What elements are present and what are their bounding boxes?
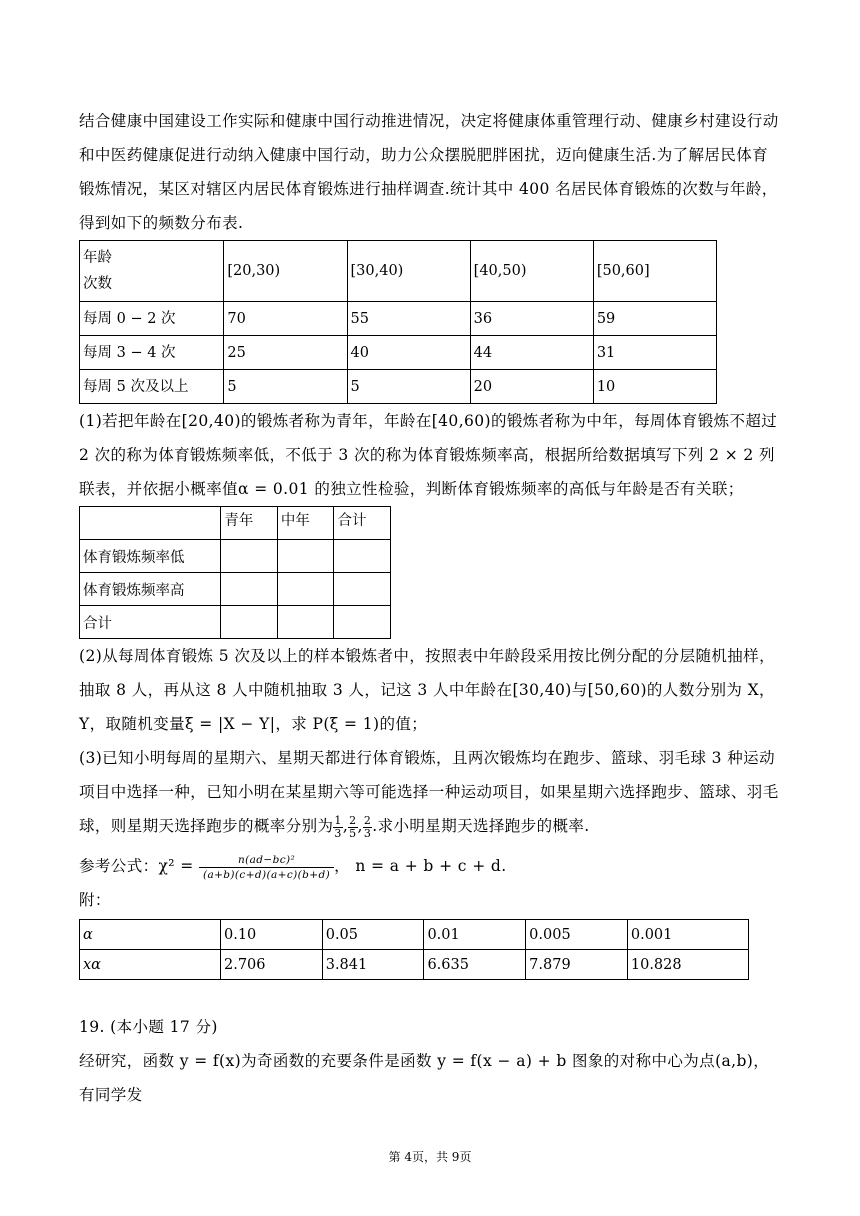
question-19-text: 经研究，函数 y = f(x)为奇函数的充要条件是函数 y = f(x − a) + b 图象的对称中心为点(a,b)，有同学发	[79, 1052, 770, 1104]
table-cell: 5	[224, 370, 347, 404]
row-label: 每周 3 − 4 次	[80, 336, 224, 370]
table-row	[80, 950, 749, 980]
fraction	[363, 815, 372, 840]
table-cell: 0.005	[526, 920, 628, 950]
fraction-denominator: 3	[363, 826, 372, 840]
column-header: 合计	[334, 507, 391, 540]
table-cell: 36	[470, 302, 593, 336]
row-label: 每周 5 次及以上	[80, 370, 224, 404]
question-1: (1)若把年龄在[20,40)的锻炼者称为青年，年龄在[40,60)的锻炼者称为中年，每周体育锻炼不超过 2 次的称为体育锻炼频率低，不低于 3 次的称为体育锻炼频率高，根据所给数据填写下列 2 × 2 列联表，并依据小概率值α = 0.01 的独立性检验，判断体育锻炼频率的高低与年龄是否有关联；	[79, 412, 778, 498]
row-label: xα	[80, 950, 221, 980]
table-row	[80, 573, 391, 606]
table-row	[80, 370, 717, 404]
corner-cell	[80, 507, 221, 540]
formula-numerator: n(ad−bc)²	[199, 853, 334, 868]
column-header: [40,50)	[470, 241, 593, 302]
table-cell: 70	[224, 302, 347, 336]
table-cell: 2.706	[221, 950, 323, 980]
table-cell: 3.841	[322, 950, 424, 980]
appendix-label: 附：	[79, 891, 111, 909]
fraction	[333, 815, 342, 840]
fraction-numerator: 2	[363, 813, 372, 827]
question-3: (3)已知小明每周的星期六、星期天都进行体育锻炼，且两次锻炼均在跑步、篮球、羽毛球 3 种运动项目中选择一种，已知小明在某星期六等可能选择一种运动项目，如果星期六选择跑步、篮球、羽毛球，则星期天选择跑步的概率分别为 $\frac{1}{3}$ , $\frac{2}{5}$ , $\frac{2}{3}$ .求小明星期天选择跑步的概率.	[79, 749, 779, 840]
table-cell: 10.828	[627, 950, 748, 980]
corner-bottom-label: 次数	[83, 276, 112, 292]
table-cell: 44	[470, 336, 593, 370]
table-cell: 0.01	[424, 920, 526, 950]
table-cell: 7.879	[526, 950, 628, 980]
fraction-numerator: 1	[334, 813, 342, 827]
question-3-end: .求小明星期天选择跑步的概率.	[372, 817, 590, 835]
blank-cell	[277, 606, 334, 639]
row-label: 合计	[80, 606, 221, 639]
question-19-heading: 19. (本小题 17 分)	[79, 1018, 218, 1036]
table-row	[80, 920, 749, 950]
corner-top-label: 年龄	[83, 250, 112, 266]
corner-cell	[80, 241, 224, 302]
page-footer: 第 4页，共 9页	[388, 1150, 472, 1164]
table-cell: 55	[347, 302, 470, 336]
table-header-row	[80, 241, 717, 302]
table-cell: 40	[347, 336, 470, 370]
table-cell: 5	[347, 370, 470, 404]
table-cell: 10	[593, 370, 716, 404]
fraction	[348, 815, 357, 840]
blank-cell	[221, 540, 278, 573]
intro-paragraph: 结合健康中国建设工作实际和健康中国行动推进情况，决定将健康体重管理行动、健康乡村建设行动和中医药健康促进行动纳入健康中国行动，助力公众摆脱肥胖困扰，迈向健康生活.为了解居民体育锻炼情况，某区对辖区内居民体育锻炼进行抽样调查.统计其中 400 名居民体育锻炼的次数与年龄，得到如下的频数分布表.	[79, 112, 779, 232]
table-cell: 6.635	[424, 950, 526, 980]
table-cell: 0.05	[322, 920, 424, 950]
fraction-denominator: 5	[349, 826, 357, 840]
fraction-numerator: 2	[349, 813, 357, 827]
row-label: 体育锻炼频率低	[80, 540, 221, 573]
table-row	[80, 302, 717, 336]
frequency-table	[79, 240, 717, 404]
table-row	[80, 606, 391, 639]
column-header: 中年	[277, 507, 334, 540]
formula-prefix: 参考公式：χ² =	[79, 857, 199, 875]
table-cell: 0.001	[627, 920, 748, 950]
table-cell: 59	[593, 302, 716, 336]
question-3-text: (3)已知小明每周的星期六、星期天都进行体育锻炼，且两次锻炼均在跑步、篮球、羽毛球 3 种运动项目中选择一种，已知小明在某星期六等可能选择一种运动项目，如果星期六选择跑步、篮球、羽毛球，则星期天选择跑步的概率分别为	[79, 749, 779, 835]
fraction-denominator: 3	[334, 826, 342, 840]
blank-cell	[334, 540, 391, 573]
row-label: 每周 0 − 2 次	[80, 302, 224, 336]
table-cell: 25	[224, 336, 347, 370]
row-label: α	[80, 920, 221, 950]
blank-cell	[277, 573, 334, 606]
table-header-row	[80, 507, 391, 540]
column-header: 青年	[221, 507, 278, 540]
critical-value-table	[79, 919, 749, 980]
page-content	[79, 0, 779, 1112]
row-label: 体育锻炼频率高	[80, 573, 221, 606]
table-cell: 0.10	[221, 920, 323, 950]
question-2: (2)从每周体育锻炼 5 次及以上的样本锻炼者中，按照表中年龄段采用按比例分配的分层随机抽样，抽取 8 人，再从这 8 人中随机抽取 3 人，记这 3 人中年龄在[30,40)与[50,60)的人数分别为 X，Y，取随机变量ξ = |X − Y|，求 P(ξ = 1)的值；	[79, 647, 775, 733]
table-row	[80, 336, 717, 370]
table-row	[80, 540, 391, 573]
table-cell: 20	[470, 370, 593, 404]
table-cell: 31	[593, 336, 716, 370]
contingency-table	[79, 506, 391, 639]
blank-cell	[221, 573, 278, 606]
column-header: [50,60]	[593, 241, 716, 302]
blank-cell	[221, 606, 278, 639]
blank-cell	[334, 573, 391, 606]
formula-suffix: ， n = a + b + c + d.	[334, 857, 507, 875]
chi-square-fraction	[199, 853, 334, 882]
reference-formula	[79, 849, 779, 883]
blank-cell	[334, 606, 391, 639]
blank-cell	[277, 540, 334, 573]
column-header: [20,30)	[224, 241, 347, 302]
formula-denominator: (a+b)(c+d)(a+c)(b+d)	[202, 868, 331, 881]
column-header: [30,40)	[347, 241, 470, 302]
